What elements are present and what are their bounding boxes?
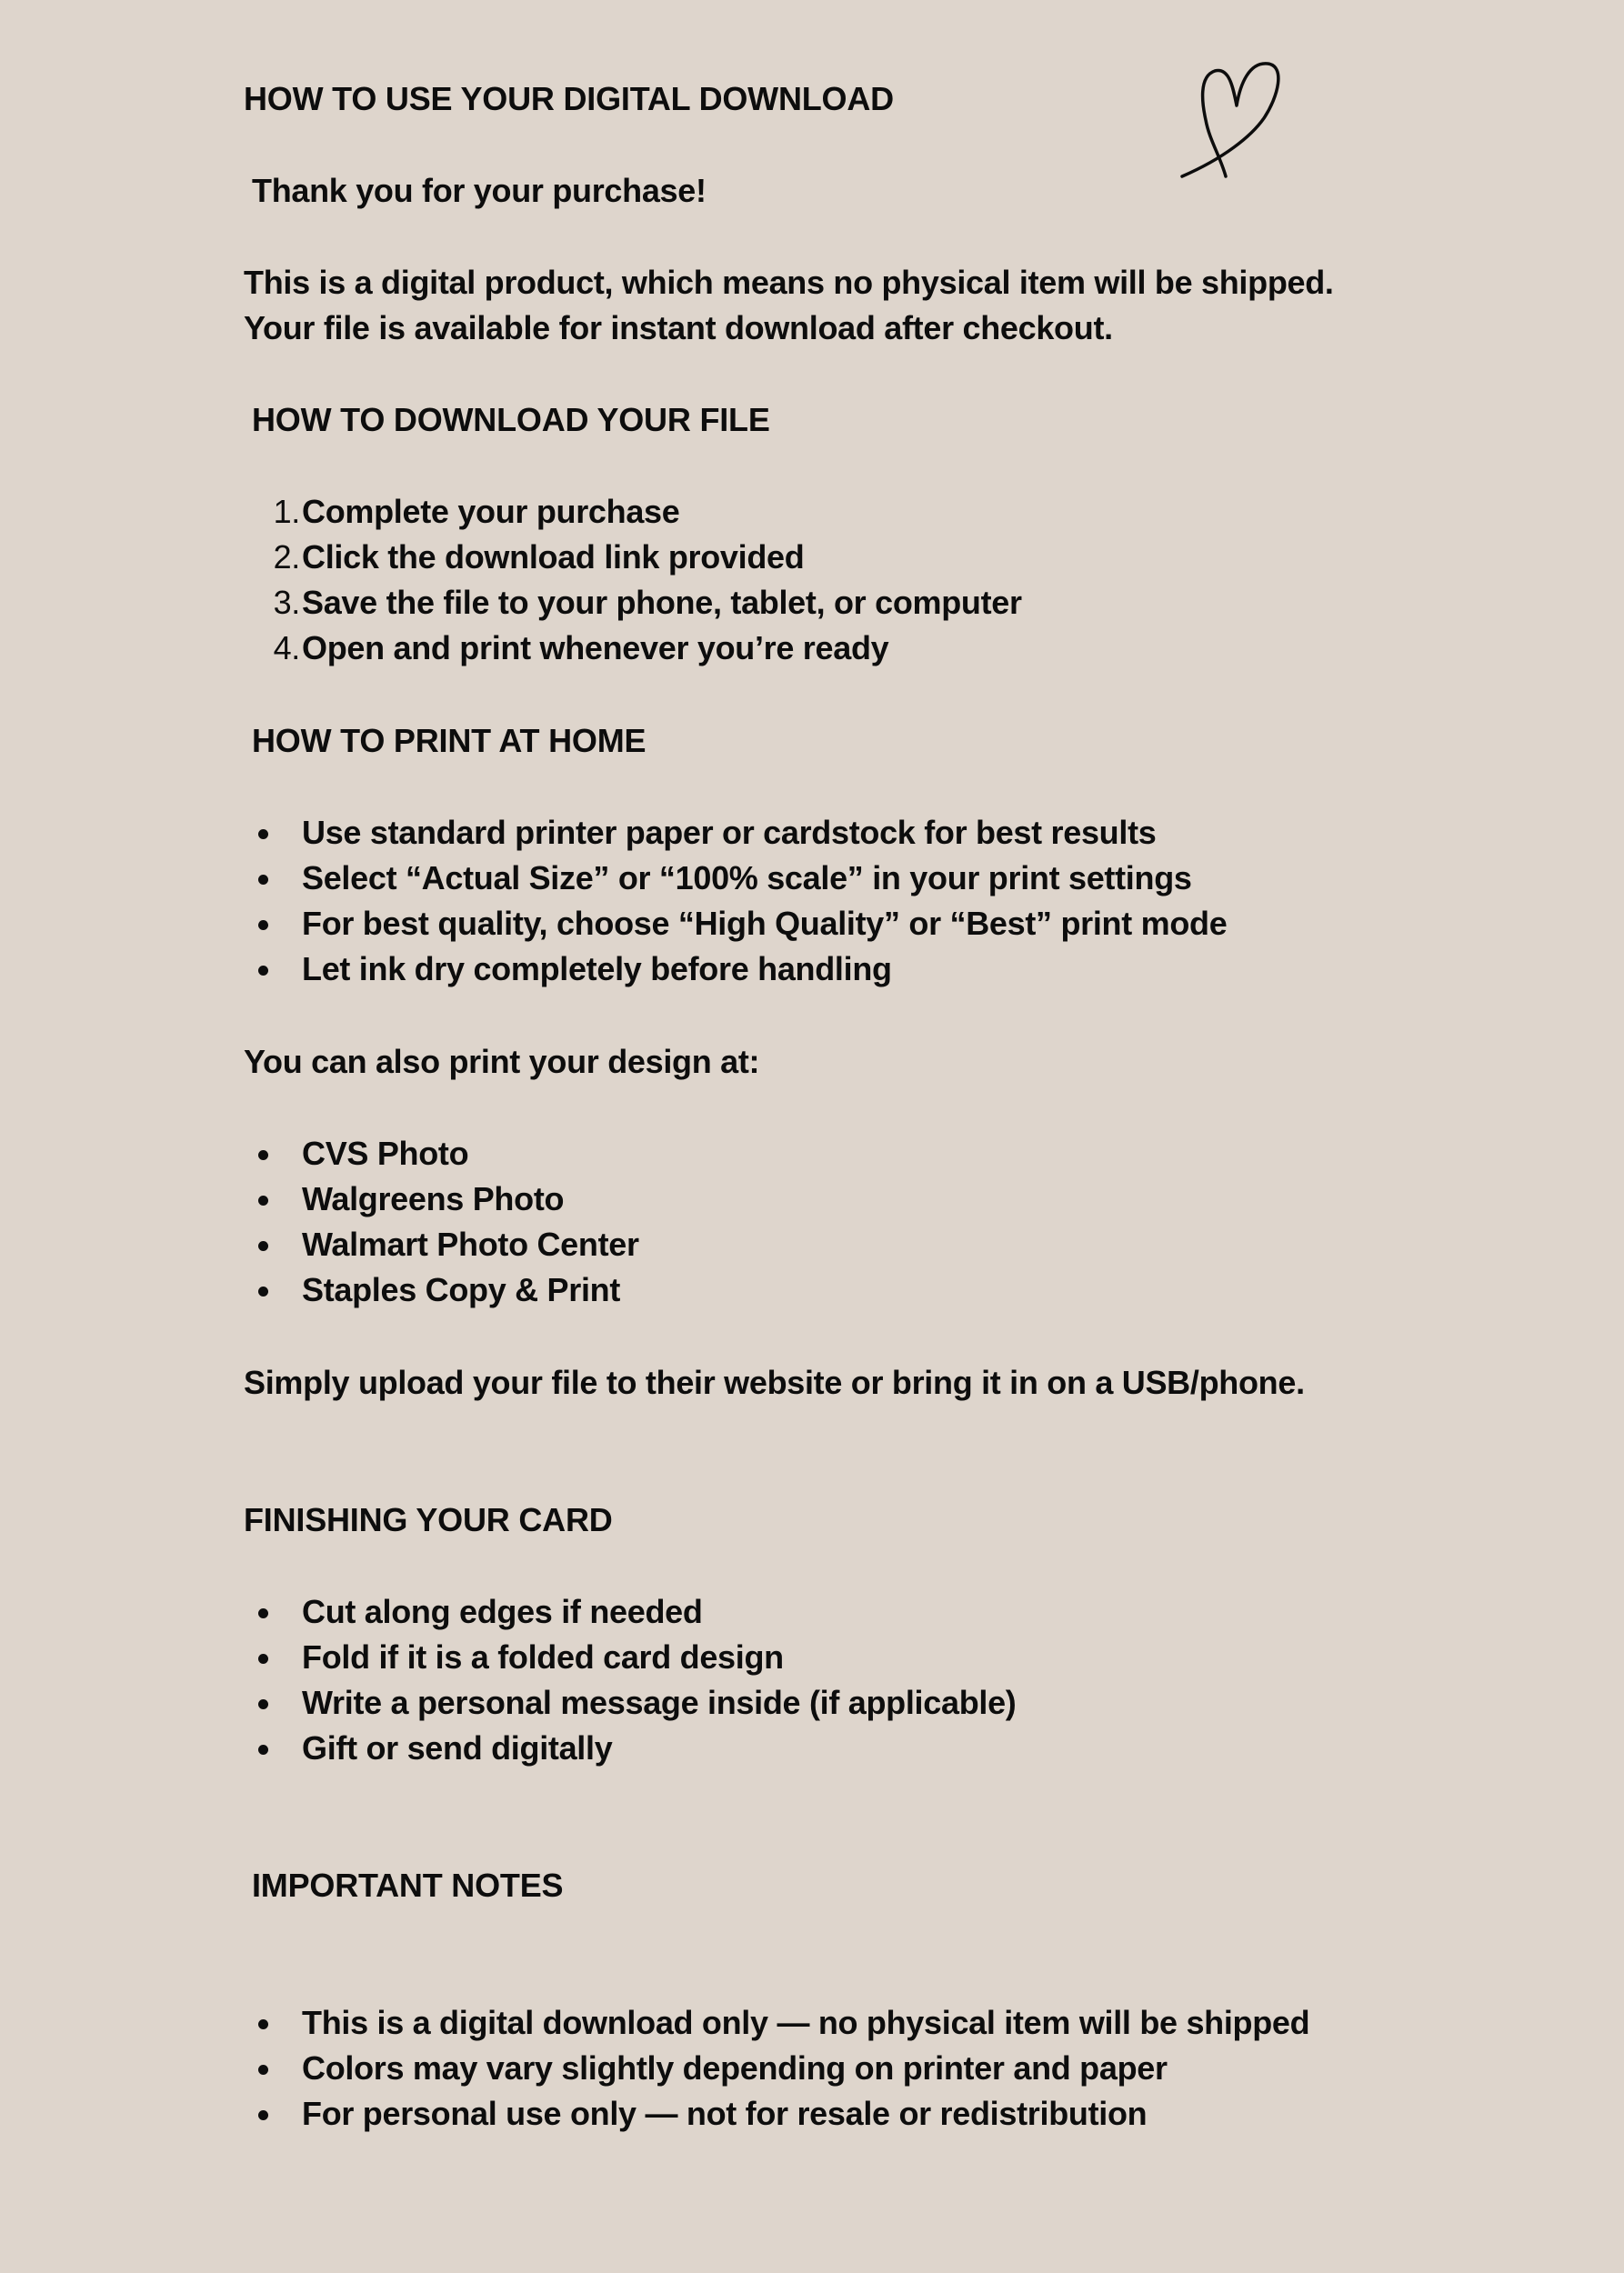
list-item: 2. Click the download link provided (273, 538, 805, 576)
bullet-icon (258, 1241, 268, 1251)
bullet-icon (258, 1745, 268, 1755)
list-item: Walmart Photo Center (244, 1222, 639, 1267)
document-title: HOW TO USE YOUR DIGITAL DOWNLOAD (244, 80, 894, 117)
list-item: Use standard printer paper or cardstock for best results (244, 810, 1227, 856)
heart-icon (1173, 56, 1282, 184)
list-item: Walgreens Photo (244, 1177, 639, 1222)
bullet-icon (258, 875, 268, 885)
list-item: Staples Copy & Print (244, 1267, 639, 1313)
thank-you-text: Thank you for your purchase! (252, 172, 707, 209)
print-elsewhere-outro: Simply upload your file to their website or bring it in on a USB/phone. (244, 1364, 1305, 1401)
notes-list (244, 2000, 1309, 2137)
list-item: 4. Open and print whenever you’re ready (273, 629, 889, 666)
intro-paragraph (244, 260, 1334, 351)
bullet-icon (258, 1608, 268, 1618)
bullet-icon (258, 2019, 268, 2029)
list-item: Cut along edges if needed (244, 1589, 1017, 1635)
notes-heading: IMPORTANT NOTES (252, 1867, 564, 1904)
list-item: 1. Complete your purchase (273, 493, 680, 530)
bullet-icon (258, 1699, 268, 1709)
list-item: 3. Save the file to your phone, tablet, or computer (273, 584, 1022, 621)
list-item: CVS Photo (244, 1131, 639, 1177)
list-item: Colors may vary slightly depending on printer and paper (244, 2046, 1309, 2091)
intro-line: This is a digital product, which means no physical item will be shipped. (244, 264, 1334, 301)
list-item: Select “Actual Size” or “100% scale” in your print settings (244, 856, 1227, 901)
list-item: Write a personal message inside (if applicable) (244, 1680, 1017, 1726)
bullet-icon (258, 1287, 268, 1297)
intro-line: Your file is available for instant download after checkout. (244, 309, 1113, 346)
finishing-list (244, 1589, 1017, 1771)
list-item: Fold if it is a folded card design (244, 1635, 1017, 1680)
list-item: This is a digital download only — no physical item will be shipped (244, 2000, 1309, 2046)
list-item: Gift or send digitally (244, 1726, 1017, 1771)
print-elsewhere-intro: You can also print your design at: (244, 1043, 760, 1080)
bullet-icon (258, 1654, 268, 1664)
list-item: For best quality, choose “High Quality” or “Best” print mode (244, 901, 1227, 946)
list-item: Let ink dry completely before handling (244, 946, 1227, 992)
print-home-heading: HOW TO PRINT AT HOME (252, 722, 647, 759)
bullet-icon (258, 920, 268, 930)
document-page (244, 0, 1426, 2273)
bullet-icon (258, 2065, 268, 2075)
print-locations-list (244, 1131, 639, 1313)
download-heading: HOW TO DOWNLOAD YOUR FILE (252, 401, 770, 438)
bullet-icon (258, 1150, 268, 1160)
list-item: For personal use only — not for resale or redistribution (244, 2091, 1309, 2137)
download-steps-list (244, 489, 1022, 671)
bullet-icon (258, 966, 268, 976)
bullet-icon (258, 2110, 268, 2120)
finishing-heading: FINISHING YOUR CARD (244, 1501, 613, 1538)
bullet-icon (258, 1196, 268, 1206)
bullet-icon (258, 829, 268, 839)
print-home-list (244, 810, 1227, 992)
